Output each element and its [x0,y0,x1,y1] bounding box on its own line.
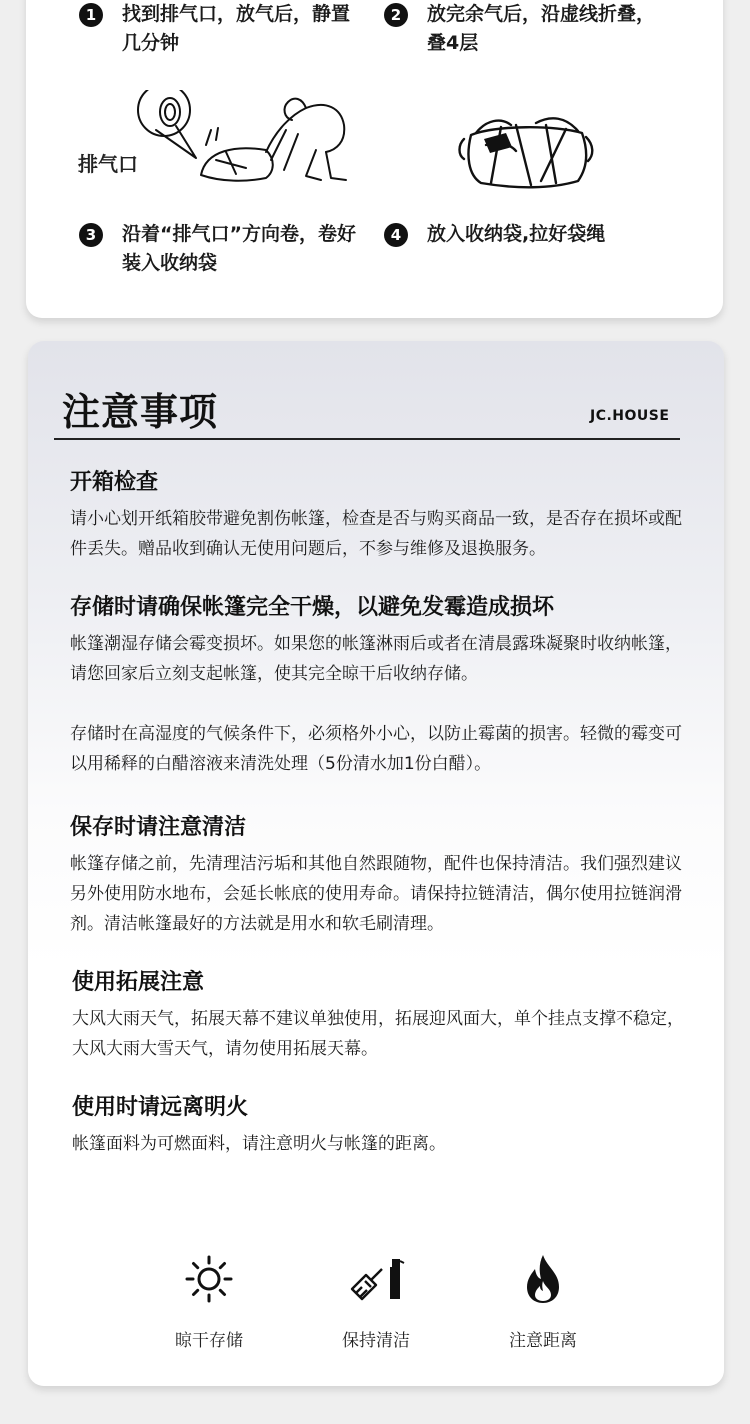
folding-steps-card [26,0,723,318]
note-heading: 开箱检查 [70,470,159,495]
cleaning-brush-spray-icon [346,1253,406,1305]
note-section-cleaning [70,813,690,939]
vent-label: 排气口 [78,152,138,176]
care-item-label: 注意距离 [509,1331,577,1351]
care-item-dry [149,1246,269,1351]
note-paragraph: 存储时在高湿度的气候条件下，必须格外小心，以防止霉菌的损害。轻微的霉变可以用稀释的白醋溶液来清洗处理（5份清水加1份白醋）。 [70,724,682,774]
rolling-tent-illustration [126,90,366,190]
note-paragraph: 帐篷存储之前，先清理洁污垢和其他自然跟随物，配件也保持清洁。我们强烈建议另外使用防水地布，会延长帐底的使用寿命。请保持拉链清洁，偶尔使用拉链润滑剂。清洁帐篷最好的方法就是用水和软毛刷清理。 [70,854,682,934]
step-number-badge: 4 [384,223,408,247]
step-text: 沿着“排气口”方向卷，卷好装入收纳袋 [122,223,356,274]
step-1 [79,0,379,58]
care-icons-row [128,1246,608,1376]
care-item-clean [316,1246,436,1351]
packed-bag-illustration [456,115,596,190]
step-number-badge: 2 [384,3,408,27]
note-paragraph: 请小心划开纸箱胶带避免割伤帐篷，检查是否与购买商品一致，是否存在损坏或配件丢失。赠品收到确认无使用问题后，不参与维修及退换服务。 [70,509,682,559]
note-paragraph: 大风大雨天气，拓展天幕不建议单独使用，拓展迎风面大，单个挂点支撑不稳定，大风大雨大雪天气，请勿使用拓展天幕。 [72,1009,684,1059]
step-text: 找到排气口，放气后，静置几分钟 [122,3,351,54]
notes-title: 注意事项 [62,390,219,434]
care-item-fire [483,1246,603,1351]
note-heading: 使用时请远离明火 [72,1095,249,1120]
note-section-unboxing [70,468,690,564]
note-heading: 保存时请注意清洁 [70,815,247,840]
flame-icon [523,1253,563,1305]
note-heading: 存储时请确保帐篷完全干燥，以避免发霉造成损坏 [70,595,555,620]
step-2 [384,0,684,58]
note-section-dry-storage [70,593,690,779]
note-paragraph: 帐篷面料为可燃面料，请注意明火与帐篷的距离。 [72,1134,446,1154]
step-4 [384,220,704,249]
step-number-badge: 3 [79,223,103,247]
care-item-label: 保持清洁 [342,1331,410,1351]
note-paragraph: 帐篷潮湿存储会霉变损坏。如果您的帐篷淋雨后或者在清晨露珠凝聚时收纳帐篷，请您回家后立刻支起帐篷，使其完全晾干后收纳存储。 [70,634,682,684]
step-text: 放入收纳袋,拉好袋绳 [427,223,606,245]
step-text: 放完余气后，沿虚线折叠，叠4层 [427,3,656,54]
notes-card [28,341,724,1386]
care-item-label: 晾干存储 [175,1331,243,1351]
title-divider [54,438,680,440]
brand-label: JC.HOUSE [590,408,670,424]
step-number-badge: 1 [79,3,103,27]
note-heading: 使用拓展注意 [72,970,205,995]
note-section-fire [72,1093,692,1159]
sun-icon [183,1253,235,1305]
step-3 [79,220,399,278]
note-section-extension [72,968,692,1064]
